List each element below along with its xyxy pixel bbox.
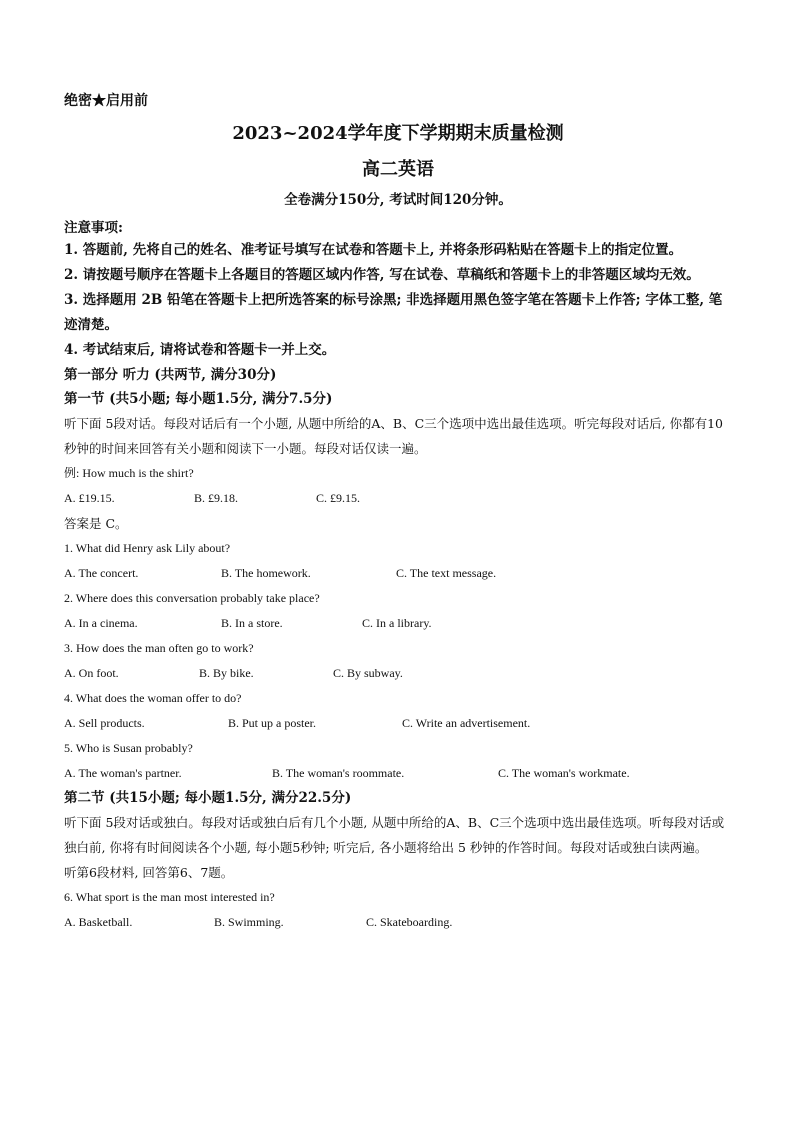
example-options bbox=[64, 486, 732, 511]
notes-title: 注意事项: bbox=[64, 220, 123, 236]
example-question: 例: How much is the shirt? bbox=[64, 466, 194, 480]
option-c: C. Write an advertisement. bbox=[402, 716, 531, 730]
option-b: B. The homework. bbox=[221, 566, 311, 580]
question: 1. What did Henry ask Lily about? bbox=[64, 541, 231, 555]
example-answer: 答案是 C。 bbox=[64, 516, 128, 531]
option-c: C. The text message. bbox=[396, 566, 497, 580]
question: 6. What sport is the man most interested in? bbox=[64, 890, 275, 904]
score-line: 全卷满分150分, 考试时间120分钟。 bbox=[284, 192, 512, 208]
section-instructions: 听下面 5段对话。每段对话后有一个小题, 从题中所给的A、B、C三个选项中选出最佳选项。听完每段对话后, 你都有10秒钟的时间来回答有关小题和阅读下一小题。每段对话仅读一遍。 bbox=[64, 416, 724, 456]
note-item: 2. 请按题号顺序在答题卡上各题目的答题区域内作答, 写在试卷、草稿纸和答题卡上的非答题区域均无效。 bbox=[64, 267, 700, 283]
note-item: 3. 选择题用 2B 铅笔在答题卡上把所选答案的标号涂黑; 非选择题用黑色签字笔在答题卡上作答; 字体工整, 笔迹清楚。 bbox=[64, 292, 723, 333]
question-options bbox=[64, 611, 732, 636]
exam-title: 2023~2024学年度下学期期末质量检测 bbox=[232, 123, 564, 144]
option-b: B. Swimming. bbox=[214, 915, 284, 929]
question-options bbox=[64, 761, 732, 786]
option-a: A. The woman's partner. bbox=[64, 766, 182, 780]
option-c: C. The woman's workmate. bbox=[498, 766, 630, 780]
question-options bbox=[64, 661, 732, 686]
note-item: 4. 考试结束后, 请将试卷和答题卡一并上交。 bbox=[64, 342, 336, 358]
subject-title: 高二英语 bbox=[362, 159, 434, 180]
option-a: A. Basketball. bbox=[64, 915, 133, 929]
section-title: 第一节 (共5小题; 每小题1.5分, 满分7.5分) bbox=[64, 391, 333, 407]
question: 4. What does the woman offer to do? bbox=[64, 691, 242, 705]
question: 2. Where does this conversation probably take place? bbox=[64, 591, 320, 605]
option-c: C. In a library. bbox=[362, 616, 432, 630]
option-c: C. £9.15. bbox=[316, 491, 361, 505]
option-b: B. In a store. bbox=[221, 616, 283, 630]
option-b: B. Put up a poster. bbox=[228, 716, 317, 730]
option-c: C. Skateboarding. bbox=[366, 915, 453, 929]
note-item: 1. 答题前, 先将自己的姓名、准考证号填写在试卷和答题卡上, 并将条形码粘贴在答题卡上的指定位置。 bbox=[64, 242, 683, 258]
option-b: B. £9.18. bbox=[194, 491, 239, 505]
question: 5. Who is Susan probably? bbox=[64, 741, 193, 755]
option-a: A. On foot. bbox=[64, 666, 119, 680]
option-b: B. By bike. bbox=[199, 666, 254, 680]
option-a: A. Sell products. bbox=[64, 716, 145, 730]
material-note: 听第6段材料, 回答第6、7题。 bbox=[64, 865, 234, 880]
option-c: C. By subway. bbox=[333, 666, 403, 680]
option-a: A. The concert. bbox=[64, 566, 139, 580]
part-title: 第一部分 听力 (共两节, 满分30分) bbox=[64, 367, 277, 383]
option-a: A. In a cinema. bbox=[64, 616, 138, 630]
question: 3. How does the man often go to work? bbox=[64, 641, 254, 655]
option-a: A. £19.15. bbox=[64, 491, 115, 505]
confidential-label: 绝密★启用前 bbox=[64, 93, 148, 109]
section-instructions: 听下面 5段对话或独白。每段对话或独白后有几个小题, 从题中所给的A、B、C三个选项中选出最佳选项。听每段对话或独白前, 你将有时间阅读各个小题, 每小题5秒钟; 听完后, 各小题将给出 5 秒钟的作答时间。每段对话或独白读两遍。 bbox=[64, 815, 725, 855]
question-options bbox=[64, 561, 732, 586]
section-title: 第二节 (共15小题; 每小题1.5分, 满分22.5分) bbox=[64, 790, 352, 806]
question-options bbox=[64, 711, 732, 736]
question-options bbox=[64, 910, 732, 935]
option-b: B. The woman's roommate. bbox=[272, 766, 405, 780]
